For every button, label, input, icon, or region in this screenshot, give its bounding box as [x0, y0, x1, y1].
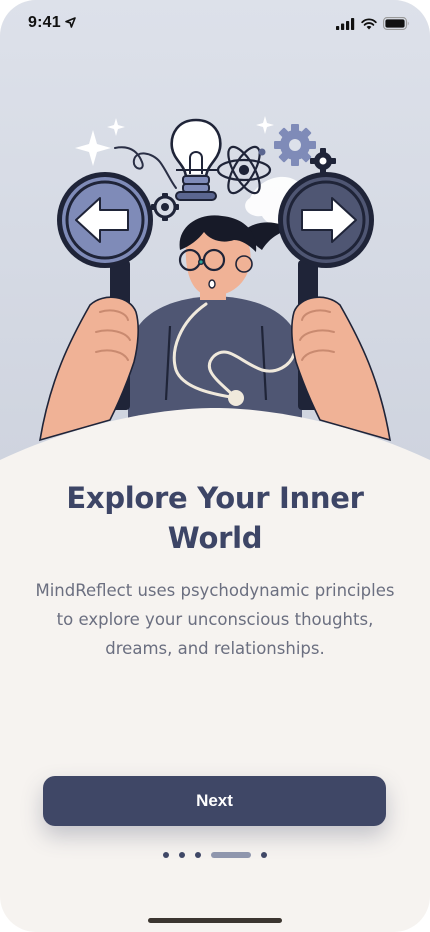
page-description: MindReflect uses psychodynamic principles to explore your unconscious thoughts, dreams, and relationships.	[35, 581, 395, 658]
pagination-dot-active[interactable]	[211, 852, 251, 858]
onboarding-content	[0, 478, 430, 663]
page-title: Explore Your Inner World	[66, 481, 364, 555]
home-indicator[interactable]	[148, 918, 282, 923]
pagination-dot[interactable]	[195, 852, 201, 858]
gear-icon	[310, 148, 336, 174]
person-ear	[236, 256, 252, 272]
gear-icon	[151, 193, 179, 221]
pagination-dot[interactable]	[163, 852, 169, 858]
person-eye-iris	[199, 260, 202, 263]
pagination-dots	[0, 850, 430, 860]
next-button[interactable]: Next	[43, 776, 386, 826]
status-icons	[336, 17, 410, 30]
pagination-dot[interactable]	[261, 852, 267, 858]
person-mouth	[209, 280, 215, 288]
status-time: 9:41	[28, 14, 61, 31]
location-arrow-icon	[65, 17, 76, 28]
status-bar	[0, 0, 430, 50]
cellular-signal-icon	[336, 18, 355, 30]
battery-icon	[383, 17, 410, 30]
light-bulb-icon	[172, 120, 221, 200]
gear-icon	[274, 124, 316, 166]
pagination-dot[interactable]	[179, 852, 185, 858]
wifi-icon	[361, 18, 377, 30]
right-arrow-sign	[278, 172, 374, 268]
left-arrow-sign	[57, 172, 153, 268]
